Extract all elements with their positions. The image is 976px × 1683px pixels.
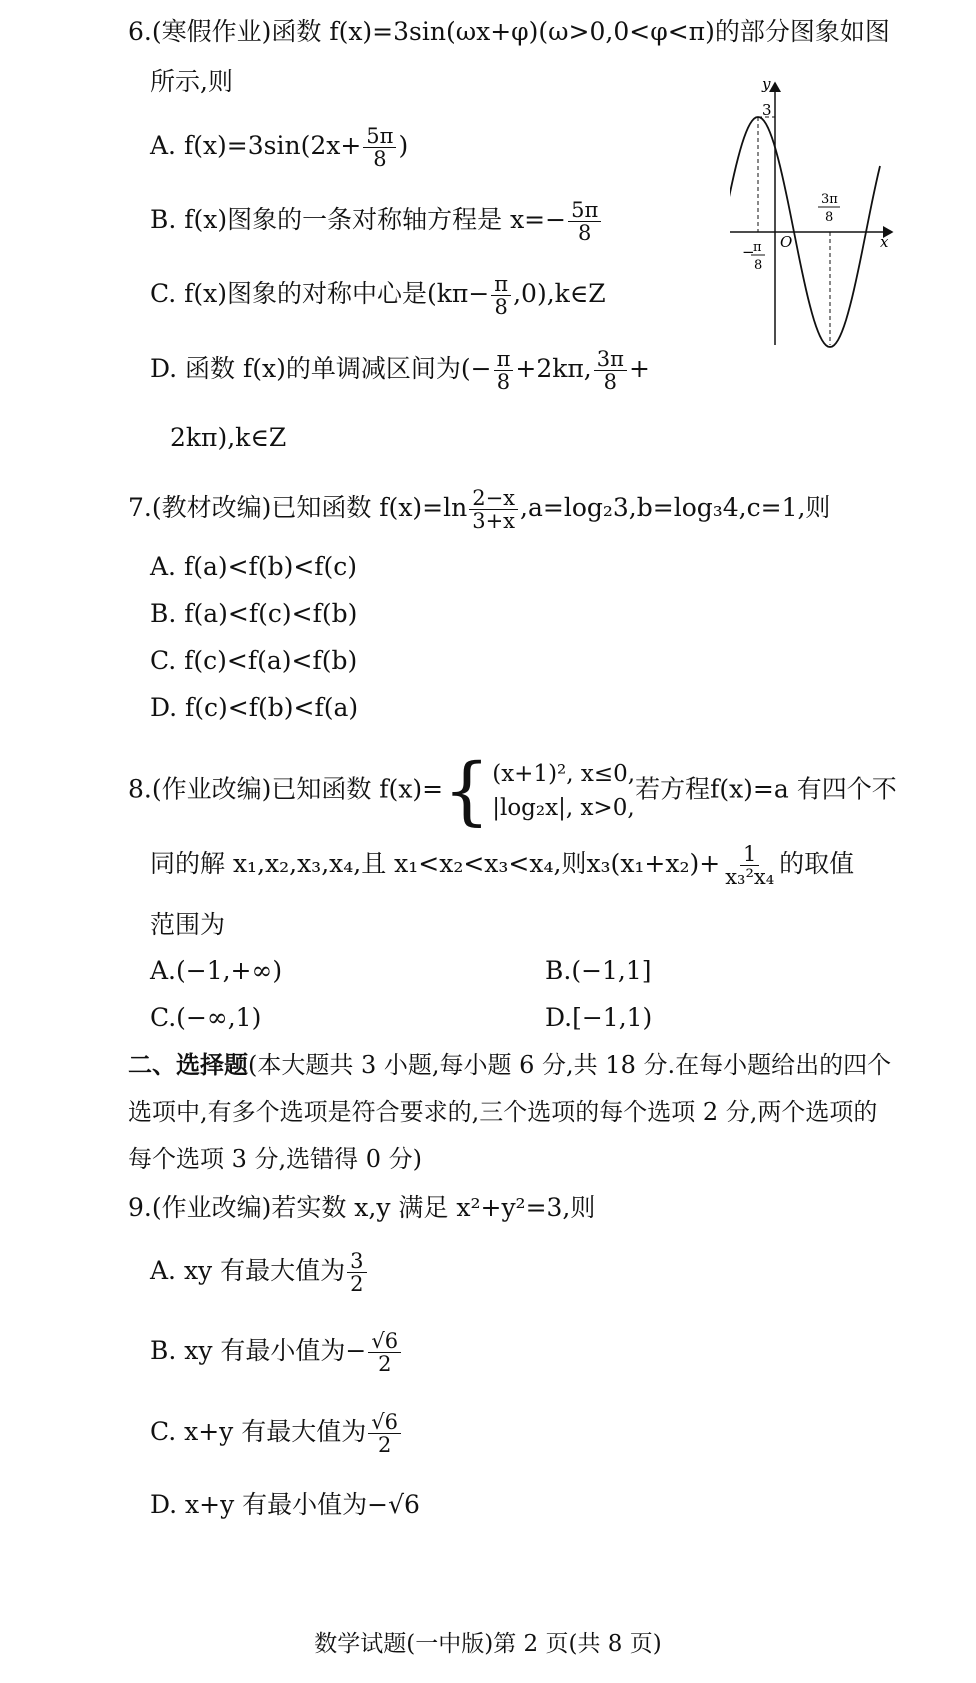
- q7-option-a: A. f(a)<f(b)<f(c): [150, 552, 358, 581]
- q6-d-num2: 3π: [594, 348, 627, 371]
- q9-option-c: [150, 1411, 403, 1456]
- q6-function: f(x)=3sin(ωx+φ): [329, 17, 539, 46]
- q9-b-num: √6: [368, 1330, 401, 1353]
- right-num: 3π: [821, 192, 838, 207]
- q9-a-num: 3: [347, 1250, 366, 1273]
- q8-line2: [150, 843, 854, 888]
- sine-graph: [730, 75, 930, 360]
- q6-stem-tail: 所示,则: [150, 67, 233, 96]
- left-sign: −: [742, 243, 755, 261]
- section2-line3: 每个选项 3 分,选错得 0 分): [128, 1145, 423, 1173]
- y-label: y: [762, 75, 771, 93]
- q9-stem: 9.(作业改编)若实数 x,y 满足 x²+y²=3,则: [128, 1193, 596, 1222]
- q6-d-den2: 8: [603, 370, 618, 394]
- q8-option-b: B.(−1,1]: [545, 956, 652, 985]
- q6-c-fraction: [491, 273, 511, 318]
- q6-head: 6.(寒假作业)函数: [128, 17, 322, 46]
- q6-b-fraction: [568, 199, 601, 244]
- q6-option-c: [150, 273, 606, 318]
- q6-option-d-cont: 2kπ),k∈Z: [170, 423, 287, 452]
- q7-num: 2−x: [469, 487, 518, 510]
- q6-option-a: [150, 125, 408, 170]
- q8-piecewise: { (x+1)², x≤0, |log₂x|, x>0,: [443, 748, 636, 834]
- q6-d-post: +: [628, 354, 650, 383]
- q8-head: 8.(作业改编)已知函数 f(x)=: [128, 774, 444, 804]
- q6-d-fraction-1: [494, 348, 514, 393]
- q9-b-den: 2: [378, 1352, 392, 1376]
- q8-num: 1: [740, 843, 759, 866]
- q6-a-text: A. f(x)=3sin(2x+: [150, 131, 362, 160]
- q6-c-num: π: [491, 273, 511, 296]
- q9-b-fraction: [368, 1330, 401, 1375]
- q6-b-text: B. f(x)图象的一条对称轴方程是 x=−: [150, 205, 567, 234]
- q9-c-num: √6: [368, 1411, 401, 1434]
- q6-c-post: ,0),k∈Z: [513, 279, 606, 308]
- q9-c-den: 2: [377, 1433, 392, 1457]
- q6-a-fraction: [363, 125, 396, 170]
- q8-case1: (x+1)², x≤0,: [492, 761, 636, 787]
- q6-d-den1: 8: [496, 370, 511, 394]
- q8-option-c: C.(−∞,1): [150, 1003, 262, 1032]
- q9-option-d: D. x+y 有最小值为−√6: [150, 1490, 420, 1519]
- left-num: π: [753, 240, 762, 255]
- q7-fraction: [469, 487, 518, 532]
- q6-d-mid: +2kπ,: [515, 354, 592, 383]
- q7-head: 7.(教材改编)已知函数 f(x)=ln: [128, 493, 468, 522]
- q7-den: 3+x: [472, 509, 516, 533]
- q6-stem: [128, 14, 890, 50]
- q6-condition: (ω>0,0<φ<π)的部分图象如图: [538, 17, 890, 46]
- right-den: 8: [825, 210, 834, 225]
- q7-stem: [128, 487, 830, 532]
- q9-option-a: [150, 1250, 369, 1295]
- q6-b-num: 5π: [568, 199, 601, 222]
- q7-option-d: D. f(c)<f(b)<f(a): [150, 693, 359, 722]
- q6-d-text: D. 函数 f(x)的单调减区间为(−: [150, 354, 492, 383]
- q9-a-fraction: [347, 1250, 366, 1295]
- left-den: 8: [754, 258, 763, 273]
- q9-b-text: B. xy 有最小值为−: [150, 1336, 367, 1365]
- q8-stem: [128, 748, 897, 834]
- q6-d-fraction-2: [594, 348, 627, 393]
- q6-d-num1: π: [494, 348, 514, 371]
- section2-line2: 选项中,有多个选项是符合要求的,三个选项的每个选项 2 分,两个选项的: [128, 1098, 878, 1126]
- q8-line2-post: 的取值: [779, 849, 855, 878]
- peak-label: 3: [762, 101, 772, 119]
- x-label: x: [880, 233, 889, 251]
- q9-c-text: C. x+y 有最大值为: [150, 1417, 367, 1446]
- q8-tail: 若方程f(x)=a 有四个不: [635, 774, 897, 804]
- q6-c-den: 8: [494, 295, 508, 319]
- q8-line2-pre: 同的解 x₁,x₂,x₃,x₄,且 x₁<x₂<x₃<x₄,则x₃(x₁+x₂)+: [150, 849, 721, 878]
- q7-option-b: B. f(a)<f(c)<f(b): [150, 599, 358, 628]
- q9-option-b: [150, 1330, 403, 1375]
- q9-c-fraction: [368, 1411, 401, 1456]
- q8-den: x₃²x₄: [725, 865, 775, 889]
- q8-line3: 范围为: [150, 910, 226, 939]
- section2-line1: [128, 1047, 891, 1083]
- q6-a-post: ): [398, 131, 409, 160]
- section2-intro: (本大题共 3 小题,每小题 6 分,共 18 分.在每小题给出的四个: [248, 1051, 892, 1079]
- q6-option-b: [150, 199, 603, 244]
- q8-fraction: [722, 843, 777, 888]
- q7-option-c: C. f(c)<f(a)<f(b): [150, 646, 358, 675]
- q9-a-den: 2: [350, 1272, 364, 1296]
- page-footer: 数学试题(一中版)第 2 页(共 8 页): [314, 1631, 662, 1657]
- q8-case2: |log₂x|, x>0,: [492, 795, 635, 821]
- q8-option-a: A.(−1,+∞): [150, 956, 283, 985]
- origin-label: O: [780, 233, 793, 251]
- q6-option-d: [150, 348, 650, 393]
- q6-a-den: 8: [373, 147, 387, 171]
- q9-a-text: A. xy 有最大值为: [150, 1256, 346, 1285]
- q6-c-text: C. f(x)图象的对称中心是(kπ−: [150, 279, 490, 308]
- q6-b-den: 8: [577, 221, 592, 245]
- q8-option-d: D.[−1,1): [545, 1003, 653, 1032]
- section2-title: 二、选择题: [128, 1050, 248, 1079]
- q7-tail: ,a=log₂3,b=log₃4,c=1,则: [520, 493, 831, 522]
- q6-a-num: 5π: [363, 125, 396, 148]
